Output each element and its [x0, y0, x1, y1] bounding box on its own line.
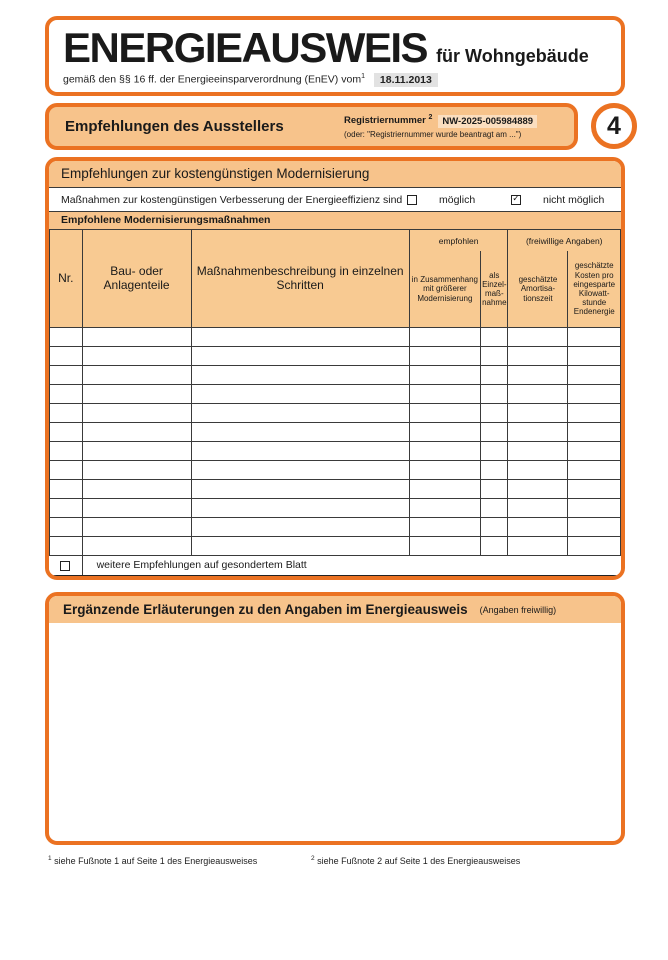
table-cell [50, 499, 83, 518]
table-cell [508, 499, 568, 518]
issue-date: 18.11.2013 [374, 73, 438, 87]
registration-alternative: (oder: "Registriernummer wurde beantragt am ...") [344, 129, 522, 139]
table-cell [82, 461, 191, 480]
measures-table-body [50, 328, 621, 556]
table-cell [508, 461, 568, 480]
table-cell [50, 461, 83, 480]
measures-statement: Maßnahmen zur kostengünstigen Verbesserung der Energieeffizienz sind [61, 193, 403, 206]
table-cell [568, 328, 621, 347]
page-number-badge [591, 103, 637, 149]
table-cell [409, 518, 480, 537]
table-cell [82, 366, 191, 385]
table-cell [50, 328, 83, 347]
table-cell [568, 347, 621, 366]
col-header-zusammenhang: in Zusammenhang mit größerer Modernisierung [409, 251, 480, 328]
table-cell [481, 442, 508, 461]
table-cell [82, 347, 191, 366]
table-cell [508, 480, 568, 499]
table-cell [481, 480, 508, 499]
measures-table-head [50, 230, 621, 328]
table-cell [191, 499, 409, 518]
weitere-empfehlungen-row [49, 556, 621, 576]
table-cell [82, 328, 191, 347]
table-row [50, 518, 621, 537]
table-cell [409, 347, 480, 366]
table-cell [50, 385, 83, 404]
table-cell [50, 347, 83, 366]
table-cell [409, 328, 480, 347]
col-header-amortisationszeit: geschätzte Amortisa- tionszeit [508, 251, 568, 328]
table-cell [191, 404, 409, 423]
table-cell [568, 423, 621, 442]
table-cell [508, 385, 568, 404]
registration-block [344, 114, 566, 138]
table-cell [50, 518, 83, 537]
doc-title: ENERGIEAUSWEIS [63, 24, 428, 71]
table-cell [50, 537, 83, 556]
table-row [50, 423, 621, 442]
table-cell [409, 480, 480, 499]
registration-label: Registriernummer $^2$ [344, 114, 433, 127]
footnote-2: $^2$ siehe Fußnote 2 auf Seite 1 des Energieausweises [311, 855, 521, 866]
table-cell [508, 404, 568, 423]
table-cell [82, 385, 191, 404]
col-header-einzelmassnahme: als Einzel- maß- nahme [481, 251, 508, 328]
measures-subheader: Empfohlene Modernisierungsmaßnahmen [49, 212, 621, 229]
section-title: Empfehlungen des Ausstellers [65, 118, 284, 135]
table-row [50, 499, 621, 518]
table-row [50, 537, 621, 556]
table-cell [191, 480, 409, 499]
table-cell [191, 366, 409, 385]
modernization-title: Empfehlungen zur kostengünstigen Modernisierung [49, 161, 621, 187]
table-cell [409, 442, 480, 461]
col-header-bauteile: Bau- oder Anlagenteile [82, 230, 191, 328]
section-bar [45, 103, 578, 150]
ergaenzende-title: Ergänzende Erläuterungen zu den Angaben im Energieausweis [63, 602, 468, 617]
checkbox-nicht-moeglich-mark: ✓ [512, 194, 520, 204]
table-cell [481, 347, 508, 366]
table-cell [568, 442, 621, 461]
title-row [63, 24, 607, 71]
table-cell [508, 328, 568, 347]
table-cell [568, 461, 621, 480]
table-cell [508, 537, 568, 556]
table-cell [82, 480, 191, 499]
measures-possible-row [49, 187, 621, 212]
table-cell [568, 404, 621, 423]
table-cell [481, 461, 508, 480]
table-cell [50, 423, 83, 442]
col-header-massnahme: Maßnahmenbeschreibung in einzelnen Schritten [191, 230, 409, 328]
table-cell [191, 518, 409, 537]
table-cell [191, 328, 409, 347]
law-line [63, 73, 607, 86]
modernization-section [45, 157, 625, 580]
footnote-1: $^1$ siehe Fußnote 1 auf Seite 1 des Energieausweises [48, 855, 258, 866]
table-cell [50, 442, 83, 461]
table-cell [409, 404, 480, 423]
table-cell [82, 423, 191, 442]
weitere-empfehlungen-label: weitere Empfehlungen auf gesondertem Blatt [96, 559, 307, 571]
table-cell [508, 442, 568, 461]
table-cell [568, 480, 621, 499]
col-header-kosten: geschätzte Kosten pro eingesparte Kilowatt- stunde Endenergie [568, 251, 621, 328]
table-cell [409, 461, 480, 480]
table-cell [568, 366, 621, 385]
col-header-nr: Nr. [50, 230, 83, 328]
footnote-ref-1: 1 [361, 73, 365, 80]
table-cell [568, 385, 621, 404]
table-cell [568, 518, 621, 537]
measures-table [49, 229, 621, 556]
table-cell [508, 366, 568, 385]
table-row [50, 461, 621, 480]
table-cell [191, 423, 409, 442]
ergaenzende-note: (Angaben freiwillig) [479, 604, 557, 615]
table-cell [82, 537, 191, 556]
checkbox-weitere-empfehlungen [60, 561, 70, 571]
table-cell [508, 347, 568, 366]
registration-number: NW-2025-005984889 [438, 115, 537, 128]
table-cell [409, 366, 480, 385]
table-cell [50, 366, 83, 385]
table-cell [50, 480, 83, 499]
table-cell [568, 499, 621, 518]
doc-subtitle: für Wohngebäude [436, 46, 589, 66]
table-cell [481, 499, 508, 518]
table-cell [191, 461, 409, 480]
table-row [50, 328, 621, 347]
hinweis-block [49, 576, 621, 580]
table-cell [409, 423, 480, 442]
table-cell [409, 537, 480, 556]
table-cell [82, 499, 191, 518]
group-header-freiwillig: (freiwillige Angaben) [508, 230, 621, 252]
ergaenzende-title-band [49, 596, 621, 623]
table-row [50, 366, 621, 385]
table-cell [191, 385, 409, 404]
footnote-ref-2: 2 [428, 114, 433, 122]
table-cell [481, 518, 508, 537]
document-header [45, 16, 625, 96]
group-header-empfohlen: empfohlen [409, 230, 508, 252]
table-cell [50, 404, 83, 423]
table-row [50, 480, 621, 499]
checkbox-moeglich [407, 195, 417, 205]
table-cell [82, 442, 191, 461]
table-cell [568, 537, 621, 556]
table-row [50, 442, 621, 461]
table-row [50, 385, 621, 404]
checkbox-nicht-moeglich [511, 195, 521, 205]
table-cell [82, 518, 191, 537]
table-cell [191, 537, 409, 556]
law-text: gemäß den §§ 16 ff. der Energieeinsparverordnung (EnEV) vom [63, 73, 362, 86]
table-cell [481, 404, 508, 423]
table-cell [481, 366, 508, 385]
label-moeglich: möglich [439, 193, 476, 206]
table-cell [191, 442, 409, 461]
table-row [50, 404, 621, 423]
table-cell [82, 404, 191, 423]
ergaenzende-section [45, 592, 625, 845]
label-nicht-moeglich: nicht möglich [543, 193, 605, 206]
page-number: 4 [607, 111, 621, 140]
table-cell [191, 347, 409, 366]
table-cell [481, 423, 508, 442]
table-cell [481, 328, 508, 347]
table-cell [508, 518, 568, 537]
table-cell [508, 423, 568, 442]
table-row [50, 347, 621, 366]
table-cell [409, 385, 480, 404]
table-cell [481, 385, 508, 404]
table-cell [481, 537, 508, 556]
table-cell [409, 499, 480, 518]
